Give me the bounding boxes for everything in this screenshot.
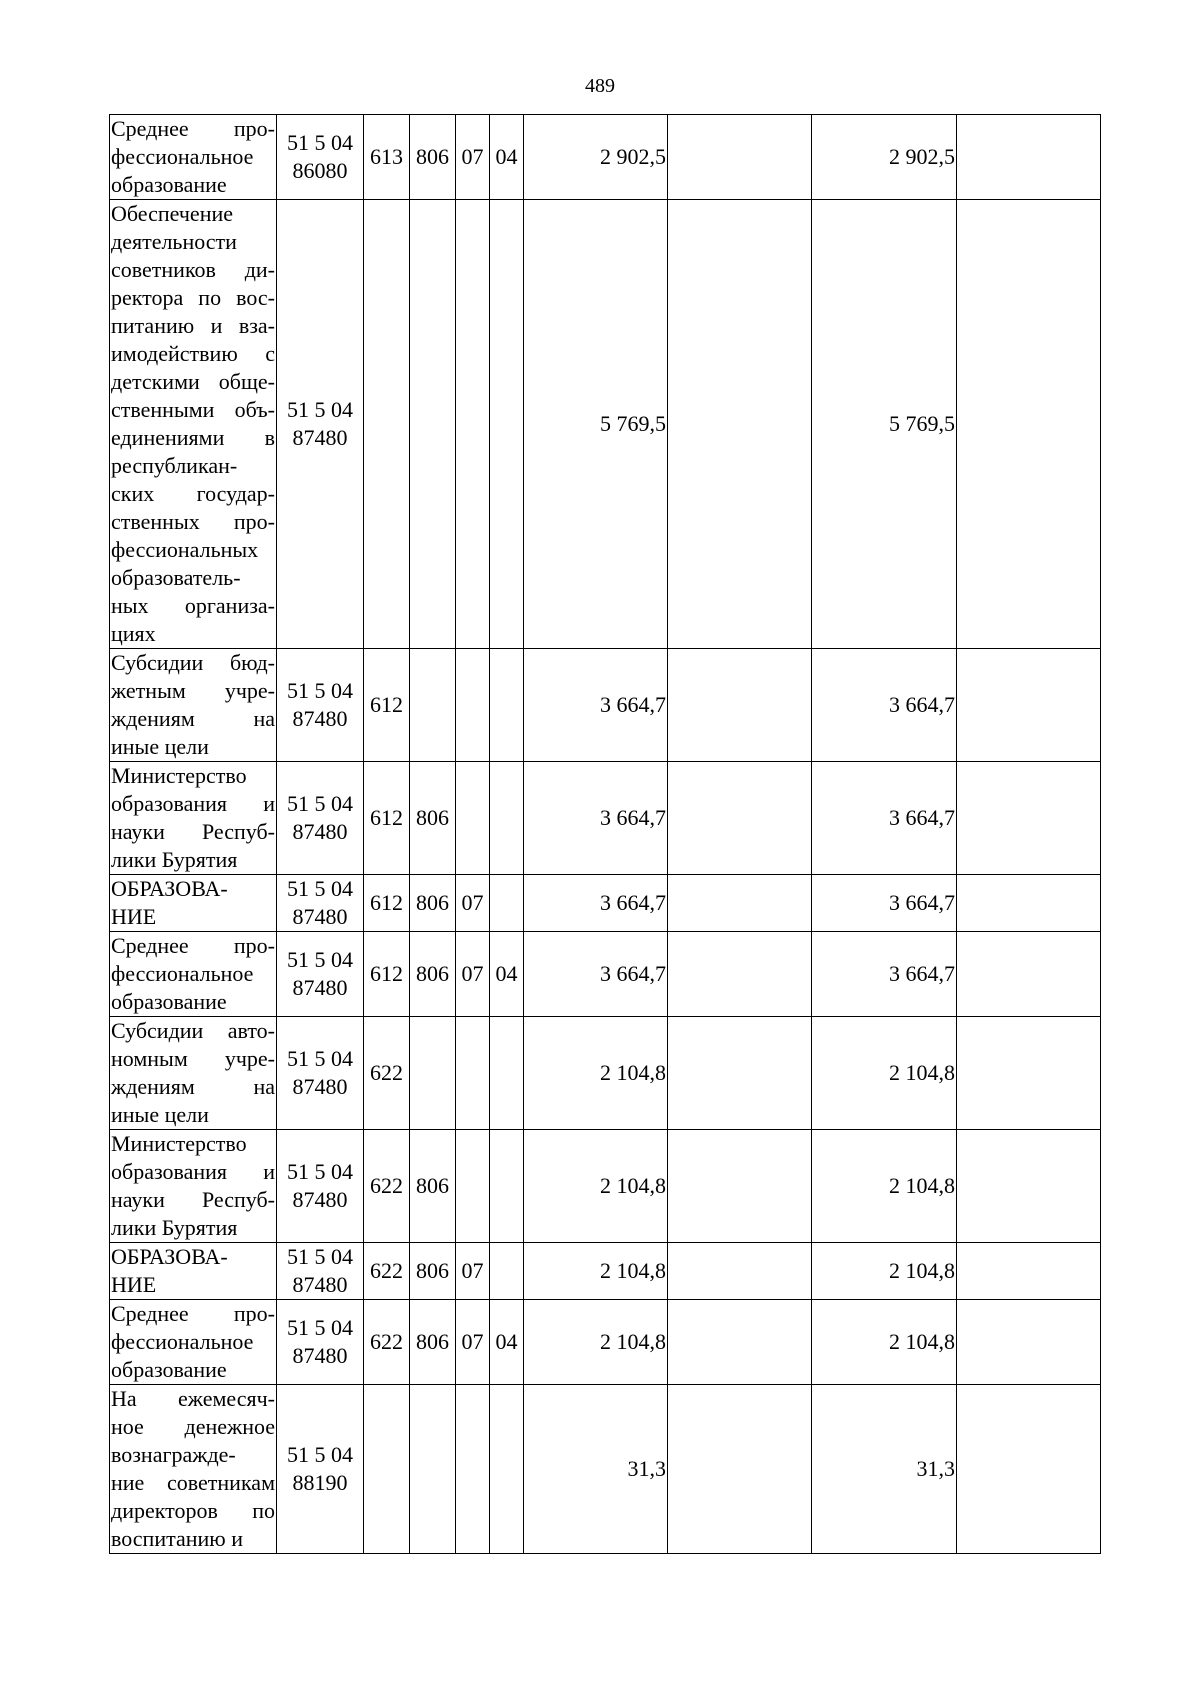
row-amount-1: 3 664,7 [524, 649, 668, 762]
row-expense-type: 612 [364, 649, 410, 762]
row-amount-3: 2 104,8 [812, 1017, 957, 1130]
row-name-line: Среднее про- [111, 933, 275, 958]
row-amount-2 [668, 932, 812, 1017]
table-row [110, 115, 1101, 200]
row-subsection [490, 1243, 524, 1300]
row-name-line: Среднее про- [111, 116, 275, 141]
row-amount-1: 2 104,8 [524, 1243, 668, 1300]
row-name-line: НИЕ [111, 1272, 157, 1297]
row-name-line: лики Бурятия [111, 847, 238, 872]
row-ministry-code: 806 [410, 1300, 456, 1385]
row-ministry-code: 806 [410, 932, 456, 1017]
row-name-line: ректора по вос- [111, 285, 275, 310]
row-expense-type: 612 [364, 762, 410, 875]
row-name [110, 762, 277, 875]
row-name-line: образования и [111, 791, 275, 816]
row-name [110, 115, 277, 200]
row-target-article-line: 87480 [292, 975, 348, 1000]
row-target-article [277, 762, 364, 875]
row-amount-4 [957, 1243, 1101, 1300]
row-name [110, 1243, 277, 1300]
row-target-article-line: 51 5 04 [287, 1315, 353, 1340]
row-subsection [490, 200, 524, 649]
row-amount-4 [957, 932, 1101, 1017]
row-name-line: На ежемесяч- [111, 1386, 275, 1411]
table-body [110, 115, 1101, 1554]
row-target-article [277, 1017, 364, 1130]
row-amount-4 [957, 649, 1101, 762]
row-target-article-line: 51 5 04 [287, 1046, 353, 1071]
row-name-line: ственными объ- [111, 397, 275, 422]
row-amount-2 [668, 1130, 812, 1243]
row-target-article-line: 87480 [292, 706, 348, 731]
row-amount-3: 3 664,7 [812, 875, 957, 932]
row-target-article-line: 51 5 04 [287, 876, 353, 901]
row-ministry-code: 806 [410, 762, 456, 875]
row-name-line: Министерство [111, 1131, 247, 1156]
row-amount-3: 3 664,7 [812, 932, 957, 1017]
row-expense-type: 613 [364, 115, 410, 200]
row-amount-4 [957, 115, 1101, 200]
row-name-line: иные цели [111, 734, 209, 759]
row-amount-1: 5 769,5 [524, 200, 668, 649]
row-expense-type: 622 [364, 1130, 410, 1243]
row-expense-type: 612 [364, 875, 410, 932]
row-name-line: Субсидии бюд- [111, 650, 275, 675]
row-name-line: образование [111, 989, 227, 1014]
row-amount-3: 2 902,5 [812, 115, 957, 200]
row-name-line: ждениям на [111, 706, 275, 731]
row-amount-4 [957, 200, 1101, 649]
row-subsection: 04 [490, 1300, 524, 1385]
row-amount-1: 3 664,7 [524, 762, 668, 875]
row-name-line: единениями в [111, 425, 275, 450]
row-target-article [277, 875, 364, 932]
row-subsection [490, 875, 524, 932]
table-row [110, 1017, 1101, 1130]
row-amount-2 [668, 200, 812, 649]
row-target-article-line: 87480 [292, 1187, 348, 1212]
row-name [110, 1130, 277, 1243]
row-name-line: ОБРАЗОВА- [111, 1244, 228, 1269]
row-name-line: образование [111, 172, 227, 197]
row-name [110, 1300, 277, 1385]
row-name-line: ОБРАЗОВА- [111, 876, 228, 901]
row-name-line: лики Бурятия [111, 1215, 238, 1240]
row-section [456, 1017, 490, 1130]
row-expense-type [364, 200, 410, 649]
row-section [456, 1130, 490, 1243]
table-row [110, 1385, 1101, 1554]
row-section: 07 [456, 875, 490, 932]
row-name-line: иные цели [111, 1102, 209, 1127]
row-name-line: Обеспечение [111, 201, 233, 226]
row-amount-4 [957, 1300, 1101, 1385]
row-amount-1: 2 902,5 [524, 115, 668, 200]
row-ministry-code [410, 1385, 456, 1554]
row-ministry-code [410, 649, 456, 762]
row-target-article-line: 87480 [292, 1074, 348, 1099]
row-subsection [490, 1130, 524, 1243]
row-section: 07 [456, 1243, 490, 1300]
row-name-line: НИЕ [111, 904, 157, 929]
row-expense-type [364, 1385, 410, 1554]
row-amount-3: 31,3 [812, 1385, 957, 1554]
row-name-line: образователь- [111, 565, 241, 590]
row-amount-1: 3 664,7 [524, 875, 668, 932]
row-name-line: республикан- [111, 453, 238, 478]
row-name-line: жетным учре- [111, 678, 275, 703]
row-amount-3: 3 664,7 [812, 649, 957, 762]
row-subsection: 04 [490, 115, 524, 200]
row-target-article-line: 87480 [292, 1272, 348, 1297]
row-section: 07 [456, 115, 490, 200]
row-amount-1: 3 664,7 [524, 932, 668, 1017]
row-amount-3: 2 104,8 [812, 1243, 957, 1300]
row-amount-4 [957, 1385, 1101, 1554]
row-subsection [490, 1017, 524, 1130]
page-number: 489 [585, 75, 615, 97]
row-name-line: образование [111, 1357, 227, 1382]
row-section: 07 [456, 932, 490, 1017]
row-amount-3: 3 664,7 [812, 762, 957, 875]
row-name-line: Субсидии авто- [111, 1018, 275, 1043]
row-amount-2 [668, 649, 812, 762]
row-section [456, 200, 490, 649]
row-name-line: науки Респуб- [111, 819, 275, 844]
row-subsection: 04 [490, 932, 524, 1017]
row-target-article [277, 1243, 364, 1300]
row-target-article-line: 87480 [292, 425, 348, 450]
row-amount-2 [668, 115, 812, 200]
row-target-article-line: 87480 [292, 904, 348, 929]
budget-table [109, 114, 1101, 1554]
row-name-line: фессиональное [111, 144, 254, 169]
row-name-line: директоров по [111, 1498, 275, 1523]
row-amount-3: 2 104,8 [812, 1130, 957, 1243]
row-amount-2 [668, 1243, 812, 1300]
row-name [110, 1017, 277, 1130]
row-target-article-line: 88190 [292, 1470, 348, 1495]
row-amount-2 [668, 1385, 812, 1554]
row-name-line: фессиональное [111, 961, 254, 986]
row-amount-3: 2 104,8 [812, 1300, 957, 1385]
row-name [110, 649, 277, 762]
row-expense-type: 622 [364, 1243, 410, 1300]
row-name [110, 200, 277, 649]
row-section [456, 1385, 490, 1554]
row-target-article-line: 87480 [292, 819, 348, 844]
row-name-line: Министерство [111, 763, 247, 788]
row-ministry-code [410, 200, 456, 649]
row-target-article [277, 200, 364, 649]
row-amount-2 [668, 762, 812, 875]
row-name [110, 1385, 277, 1554]
row-target-article-line: 51 5 04 [287, 397, 353, 422]
row-ministry-code: 806 [410, 115, 456, 200]
row-section [456, 762, 490, 875]
row-name-line: детскими обще- [111, 369, 275, 394]
table-row [110, 1300, 1101, 1385]
row-subsection [490, 649, 524, 762]
row-amount-4 [957, 875, 1101, 932]
row-target-article-line: 51 5 04 [287, 1442, 353, 1467]
row-amount-1: 2 104,8 [524, 1017, 668, 1130]
row-amount-2 [668, 875, 812, 932]
row-name-line: питанию и вза- [111, 313, 275, 338]
row-target-article-line: 51 5 04 [287, 678, 353, 703]
row-subsection [490, 762, 524, 875]
row-name-line: образования и [111, 1159, 275, 1184]
row-name-line: ских государ- [111, 481, 275, 506]
row-name-line: вознагражде- [111, 1442, 236, 1467]
row-name-line: фессиональных [111, 537, 259, 562]
row-name-line: фессиональное [111, 1329, 254, 1354]
row-name-line: номным учре- [111, 1046, 275, 1071]
row-name-line: ственных про- [111, 509, 275, 534]
row-ministry-code: 806 [410, 875, 456, 932]
row-amount-4 [957, 762, 1101, 875]
table-row [110, 1243, 1101, 1300]
row-amount-1: 2 104,8 [524, 1130, 668, 1243]
row-name-line: ное денежное [111, 1414, 275, 1439]
row-name-line: Среднее про- [111, 1301, 275, 1326]
table-row [110, 875, 1101, 932]
row-ministry-code: 806 [410, 1130, 456, 1243]
row-amount-1: 31,3 [524, 1385, 668, 1554]
row-target-article [277, 1385, 364, 1554]
row-target-article-line: 86080 [292, 158, 348, 183]
row-name-line: ных организа- [111, 593, 275, 618]
row-name-line: деятельности [111, 229, 237, 254]
row-expense-type: 612 [364, 932, 410, 1017]
row-target-article [277, 932, 364, 1017]
row-target-article-line: 51 5 04 [287, 1244, 353, 1269]
row-expense-type: 622 [364, 1017, 410, 1130]
row-target-article [277, 115, 364, 200]
table-row [110, 762, 1101, 875]
row-target-article [277, 1130, 364, 1243]
row-amount-3: 5 769,5 [812, 200, 957, 649]
row-section: 07 [456, 1300, 490, 1385]
row-target-article [277, 649, 364, 762]
row-section [456, 649, 490, 762]
table-row [110, 200, 1101, 649]
row-ministry-code: 806 [410, 1243, 456, 1300]
row-name-line: ждениям на [111, 1074, 275, 1099]
row-name-line: науки Респуб- [111, 1187, 275, 1212]
row-name-line: советников ди- [111, 257, 275, 282]
row-amount-1: 2 104,8 [524, 1300, 668, 1385]
row-amount-2 [668, 1300, 812, 1385]
row-name-line: ние советникам [111, 1470, 275, 1495]
row-target-article-line: 87480 [292, 1343, 348, 1368]
row-target-article-line: 51 5 04 [287, 791, 353, 816]
table-row [110, 932, 1101, 1017]
row-subsection [490, 1385, 524, 1554]
table-row [110, 1130, 1101, 1243]
row-name [110, 875, 277, 932]
row-amount-2 [668, 1017, 812, 1130]
row-name [110, 932, 277, 1017]
row-target-article-line: 51 5 04 [287, 1159, 353, 1184]
row-target-article-line: 51 5 04 [287, 947, 353, 972]
row-amount-4 [957, 1017, 1101, 1130]
row-target-article-line: 51 5 04 [287, 130, 353, 155]
row-target-article [277, 1300, 364, 1385]
row-name-line: имодействию с [111, 341, 275, 366]
row-name-line: воспитанию и [111, 1526, 243, 1551]
table-row [110, 649, 1101, 762]
row-expense-type: 622 [364, 1300, 410, 1385]
row-amount-4 [957, 1130, 1101, 1243]
row-name-line: циях [111, 621, 156, 646]
row-ministry-code [410, 1017, 456, 1130]
